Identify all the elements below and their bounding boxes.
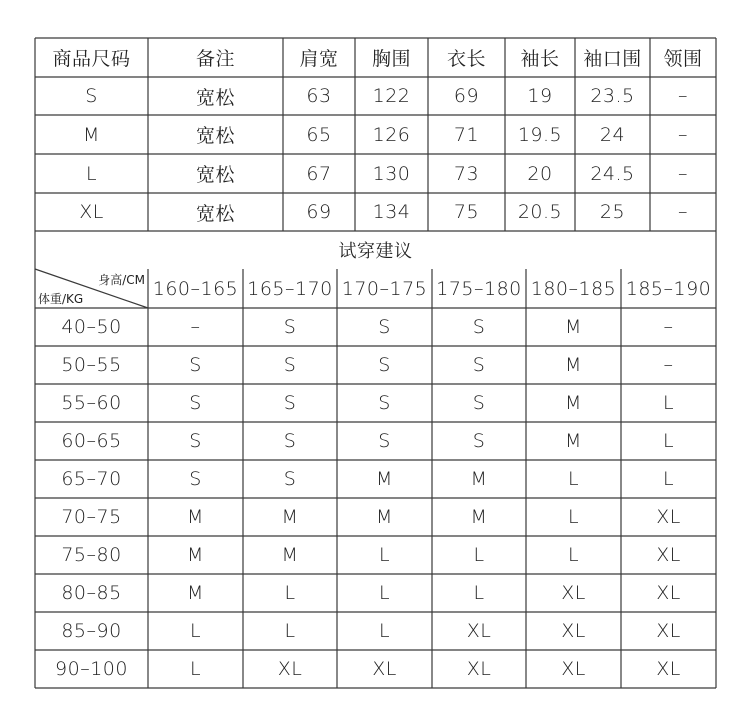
- spec-value-cell: 宽松: [195, 202, 235, 225]
- suggested-size-cell: S: [189, 392, 202, 414]
- suggested-size-cell: L: [662, 430, 675, 452]
- weight-label-cell: 80–85: [61, 582, 122, 604]
- suggested-size-cell: S: [283, 316, 297, 338]
- suggested-size-cell: M: [187, 544, 204, 566]
- spec-value-cell: 67: [306, 162, 332, 185]
- height-header-cell: 185–190: [625, 277, 712, 300]
- spec-header-cell: 领围: [663, 48, 703, 70]
- suggested-size-cell: S: [378, 430, 391, 452]
- spec-value-cell: –: [678, 85, 688, 107]
- suggested-size-cell: M: [376, 506, 393, 528]
- suggested-size-cell: S: [472, 430, 486, 452]
- suggested-size-cell: M: [565, 392, 582, 414]
- size-label-cell: S: [85, 85, 98, 107]
- weight-label-cell: 50–55: [61, 354, 122, 376]
- spec-value-cell: 19.5: [517, 123, 563, 146]
- suggested-size-cell: XL: [561, 582, 586, 604]
- spec-value-cell: 122: [372, 85, 411, 107]
- height-header-cell: 180–185: [530, 277, 617, 300]
- spec-value-cell: 69: [306, 201, 332, 223]
- height-header-cell: 170–175: [341, 277, 428, 300]
- spec-value-cell: 24: [599, 123, 626, 146]
- spec-value-cell: 69: [453, 85, 480, 107]
- suggested-size-cell: L: [378, 544, 391, 566]
- spec-value-cell: 25: [599, 201, 626, 223]
- suggested-size-cell: S: [189, 354, 202, 376]
- spec-value-cell: 宽松: [195, 86, 235, 109]
- section-title: 试穿建议: [338, 241, 413, 262]
- spec-value-cell: 134: [372, 201, 411, 223]
- suggested-size-cell: L: [189, 620, 202, 642]
- suggested-size-cell: XL: [561, 658, 586, 680]
- spec-value-cell: 130: [372, 162, 411, 185]
- suggested-size-cell: M: [565, 430, 582, 452]
- weight-label-cell: 65–70: [61, 468, 122, 490]
- suggested-size-cell: XL: [656, 658, 681, 680]
- weight-label-cell: 60–65: [61, 430, 122, 452]
- suggested-size-cell: XL: [656, 506, 681, 528]
- size-label-cell: M: [83, 123, 100, 146]
- suggested-size-cell: S: [283, 430, 297, 452]
- weight-label-cell: 90–100: [55, 658, 128, 680]
- suggested-size-cell: –: [663, 354, 674, 376]
- suggested-size-cell: S: [378, 316, 391, 338]
- suggested-size-cell: M: [187, 582, 204, 604]
- weight-label-cell: 55–60: [61, 392, 122, 414]
- weight-label-cell: 75–80: [61, 544, 122, 566]
- suggested-size-cell: L: [473, 544, 485, 566]
- spec-value-cell: 71: [453, 123, 480, 146]
- suggested-size-cell: M: [565, 316, 582, 338]
- spec-value-cell: 63: [306, 85, 332, 107]
- suggested-size-cell: S: [283, 392, 297, 414]
- spec-header-cell: 袖口围: [583, 48, 642, 70]
- suggested-size-cell: S: [189, 468, 202, 490]
- spec-value-cell: 24.5: [590, 162, 635, 185]
- suggested-size-cell: XL: [277, 658, 303, 680]
- suggested-size-cell: M: [470, 468, 488, 490]
- spec-header-cell: 袖长: [520, 48, 560, 70]
- spec-value-cell: 73: [453, 162, 480, 185]
- suggested-size-cell: L: [378, 582, 391, 604]
- suggested-size-cell: S: [378, 392, 391, 414]
- suggested-size-cell: L: [378, 620, 391, 642]
- spec-header-cell: 衣长: [446, 48, 486, 70]
- suggested-size-cell: S: [472, 354, 486, 376]
- spec-value-cell: 75: [453, 201, 480, 223]
- suggested-size-cell: M: [470, 506, 488, 528]
- spec-value-cell: –: [678, 162, 688, 185]
- height-header-cell: 160–165: [152, 277, 239, 300]
- suggested-size-cell: M: [281, 544, 299, 566]
- spec-value-cell: –: [678, 123, 688, 146]
- suggested-size-cell: –: [190, 316, 201, 338]
- suggested-size-cell: L: [662, 392, 675, 414]
- suggested-size-cell: XL: [656, 620, 681, 642]
- size-chart-table: [35, 38, 716, 688]
- suggested-size-cell: XL: [466, 620, 492, 642]
- suggested-size-cell: S: [472, 392, 486, 414]
- corner-height-label: 身高/CM: [98, 273, 145, 287]
- suggested-size-cell: M: [376, 468, 393, 490]
- suggested-size-cell: S: [378, 354, 391, 376]
- spec-header-cell: 胸围: [371, 48, 411, 70]
- suggested-size-cell: L: [567, 506, 580, 528]
- suggested-size-cell: S: [189, 430, 202, 452]
- spec-header-cell: 备注: [195, 48, 235, 70]
- suggested-size-cell: XL: [466, 658, 492, 680]
- suggested-size-cell: –: [663, 316, 674, 338]
- height-header-cell: 165–170: [247, 277, 333, 300]
- spec-value-cell: 20: [527, 162, 553, 185]
- suggested-size-cell: S: [283, 354, 297, 376]
- size-label-cell: L: [85, 162, 98, 185]
- spec-value-cell: 65: [306, 123, 332, 146]
- spec-value-cell: 宽松: [195, 125, 235, 147]
- suggested-size-cell: XL: [656, 582, 681, 604]
- weight-label-cell: 70–75: [61, 506, 122, 528]
- weight-label-cell: 85–90: [61, 620, 122, 642]
- suggested-size-cell: M: [187, 506, 204, 528]
- suggested-size-cell: L: [662, 468, 675, 490]
- suggested-size-cell: L: [473, 582, 485, 604]
- suggested-size-cell: M: [281, 506, 299, 528]
- spec-value-cell: 20.5: [517, 201, 563, 223]
- suggested-size-cell: L: [284, 620, 296, 642]
- suggested-size-cell: S: [472, 316, 486, 338]
- size-label-cell: XL: [79, 201, 104, 223]
- corner-weight-label: 体重/KG: [38, 292, 84, 306]
- suggested-size-cell: XL: [561, 620, 586, 642]
- suggested-size-cell: S: [283, 468, 297, 490]
- spec-value-cell: 126: [372, 123, 411, 146]
- weight-label-cell: 40–50: [61, 316, 122, 338]
- spec-value-cell: 19: [527, 85, 553, 107]
- suggested-size-cell: L: [567, 544, 580, 566]
- suggested-size-cell: XL: [656, 544, 681, 566]
- spec-header-cell: 商品尺码: [52, 48, 131, 70]
- suggested-size-cell: L: [189, 658, 202, 680]
- suggested-size-cell: L: [567, 468, 580, 490]
- suggested-size-cell: XL: [372, 658, 397, 680]
- suggested-size-cell: M: [565, 354, 582, 376]
- spec-header-cell: 肩宽: [299, 48, 339, 70]
- height-header-cell: 175–180: [436, 277, 522, 300]
- spec-value-cell: 23.5: [590, 85, 635, 107]
- suggested-size-cell: L: [284, 582, 296, 604]
- spec-value-cell: –: [678, 201, 688, 223]
- spec-value-cell: 宽松: [195, 164, 235, 186]
